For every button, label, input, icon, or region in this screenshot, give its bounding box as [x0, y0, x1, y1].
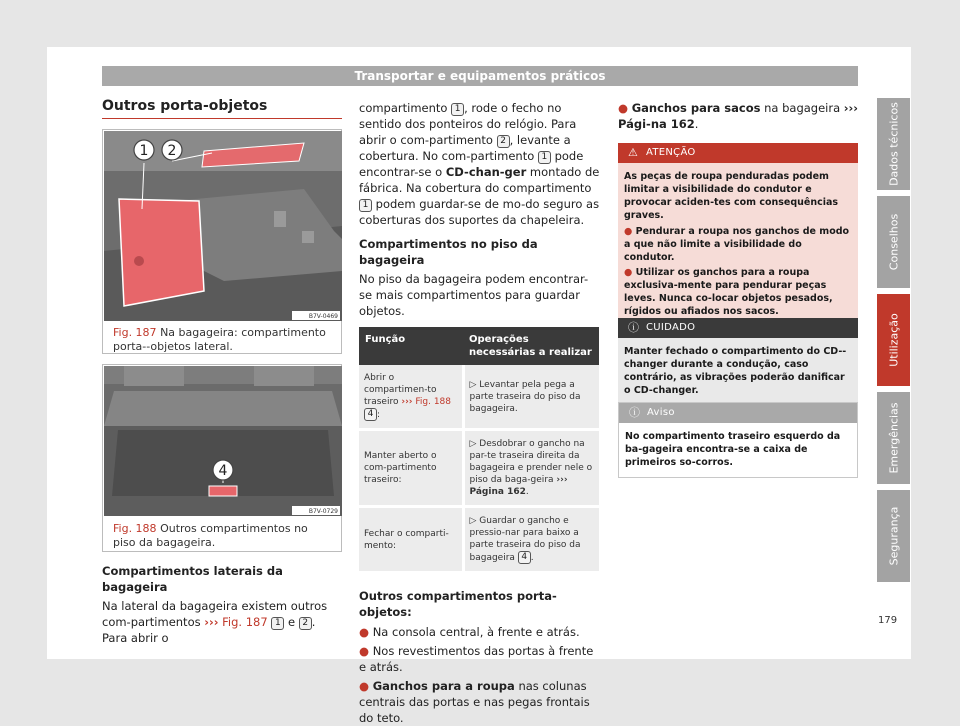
figure-caption-text: Outros compartimentos no piso da bagageira.: [113, 522, 308, 549]
table-row: [359, 430, 599, 507]
paragraph: compartimento 1 , rode o fecho no sentido dos ponteiros do relógio. Para abrir o com-partimento 2 , levante a cobertura. No com-partimento 1 pode encontrar-se o CD-chan-ger montado de fábrica. Na cobertura do compartimento 1 podem guardar-se de mo-do seguro as coberturas dos suportes da chapeleira.: [359, 101, 600, 227]
table-row: [359, 507, 599, 573]
tab-emergencias[interactable]: Emergências: [877, 392, 910, 484]
figure-code: B7V-0729: [308, 508, 338, 515]
tab-seguranca[interactable]: Segurança: [877, 490, 910, 582]
warning-body: As peças de roupa penduradas podem limitar a visibilidade do condutor e provocar aciden-tes com consequências graves. ● Pendurar a roupa nos ganchos de modo a que não limite a visibilidade do condutor. ● Utilizar os ganchos para a roupa exclusiva-mente para pendurar peças leves. Nunca co-locar objetos pesados, rígidos ou afiados nos sacos.: [618, 163, 858, 326]
list-item: ● Nos revestimentos das portas à frente e atrás.: [359, 644, 594, 674]
table-cell: ▷ Levantar pela pega a parte traseira do piso da bagageira.: [463, 365, 599, 430]
page-link[interactable]: Pági-na 162: [618, 117, 695, 131]
warning-header: ⚠ ATENÇÃO: [618, 143, 858, 163]
trunk-floor-illustration: [104, 366, 342, 516]
handle-highlight: [209, 486, 237, 496]
tab-conselhos[interactable]: Conselhos: [877, 196, 910, 288]
figure-caption-text: Na bagageira: compartimento porta--objetos lateral.: [113, 326, 326, 353]
subhead-other-compartments: Outros compartimentos porta-objetos:: [359, 589, 557, 619]
note-box: [618, 402, 858, 478]
caution-box: [618, 318, 858, 405]
column-1-text: [102, 563, 342, 646]
callout-number: 2: [299, 617, 312, 630]
subhead-floor-compartments: Compartimentos no piso da bagageira: [359, 237, 538, 267]
figure-caption: [113, 522, 333, 550]
figure-187: [102, 129, 342, 354]
operations-table: [359, 327, 599, 574]
section-title: Outros porta-objetos: [102, 98, 268, 114]
callout-number: 4: [518, 551, 531, 564]
figure-code: B7V-0469: [308, 313, 338, 320]
chapter-header: Transportar e equipamentos práticos: [102, 66, 858, 86]
table-header: Função: [359, 327, 463, 365]
subhead-side-compartments: Compartimentos laterais da bagageira: [102, 564, 283, 594]
warning-triangle-icon: ⚠: [628, 146, 639, 159]
caution-body: Manter fechado o compartimento do CD--changer durante a condução, caso contrário, as vibrações poderão danificar o CD-changer.: [624, 346, 847, 396]
svg-text:2: 2: [167, 143, 177, 159]
paragraph: Na lateral da bagageira existem outros com-partimentos ››› Fig. 187 1 e 2 . Para abrir o: [102, 599, 328, 645]
table-row: [359, 365, 599, 430]
figure-caption: [113, 326, 333, 354]
list-item: ● Utilizar os ganchos para a roupa exclusiva-mente para pendurar peças leves. Nunca co-locar objetos pesados, rígidos ou afiados nos sacos.: [624, 267, 833, 317]
figure-188: [102, 364, 342, 552]
figure-number: Fig. 187: [113, 326, 157, 339]
table-header-row: [359, 327, 599, 365]
info-icon: ⓘ: [629, 406, 641, 419]
table-cell: ▷ Desdobrar o gancho na par-te traseira direita da bagageira e prender nele o piso da baga-geira ››› Página 162.: [463, 430, 599, 507]
svg-text:4: 4: [218, 463, 228, 479]
callout-number: 1: [359, 199, 372, 212]
callout-number: 4: [364, 408, 377, 421]
page-link[interactable]: Página 162: [469, 487, 526, 497]
callout-number: 1: [271, 617, 284, 630]
page-number: 179: [878, 615, 898, 626]
caution-header: ⓘ CUIDADO: [618, 318, 858, 338]
callout-number: 2: [497, 135, 510, 148]
svg-text:1: 1: [139, 143, 149, 159]
list-item: ● Ganchos para a roupa nas colunas centrais das portas e nas pegas frontais do teto.: [359, 679, 590, 725]
column-2-text: [359, 100, 601, 726]
table-header: Operações necessárias a realizar: [463, 327, 599, 365]
figure-number: Fig. 188: [113, 522, 157, 535]
note-header: ⓘ Aviso: [619, 403, 857, 423]
section-rule: [102, 118, 342, 119]
list-item: ● Na consola central, à frente e atrás.: [359, 625, 580, 639]
list-item: ● Pendurar a roupa nos ganchos de modo a que não limite a visibilidade do condutor.: [624, 226, 850, 263]
paragraph: No piso da bagageira podem encontrar-se mais compartimentos para guardar objetos.: [359, 272, 589, 318]
caution-circle-icon: ⓘ: [628, 321, 640, 334]
column-3-bullet: ● Ganchos para sacos na bagageira ››› Pági-na 162.: [618, 101, 859, 131]
table-cell: Fechar o comparti-mento:: [359, 507, 463, 573]
callout-number: 1: [538, 151, 551, 164]
warning-box: [618, 143, 858, 326]
callout-number: 1: [451, 103, 464, 116]
figure-link[interactable]: Fig. 187: [222, 615, 268, 629]
note-body: No compartimento traseiro esquerdo da ba-gageira encontra-se a caixa de primeiros so-corros.: [625, 431, 841, 468]
table-cell: Manter aberto o com-partimento traseiro:: [359, 430, 463, 507]
table-cell: Abrir o compartimen-to traseiro ››› Fig. 188 4 :: [359, 365, 463, 430]
table-cell: ▷ Guardar o gancho e pressio-nar para baixo a parte traseira do piso da bagageira 4 .: [463, 507, 599, 573]
trunk-side-illustration: [104, 131, 342, 321]
figure-link[interactable]: Fig. 188: [415, 397, 452, 407]
tab-dados-tecnicos[interactable]: Dados técnicos: [877, 98, 910, 190]
tab-utilizacao[interactable]: Utilização: [877, 294, 910, 386]
